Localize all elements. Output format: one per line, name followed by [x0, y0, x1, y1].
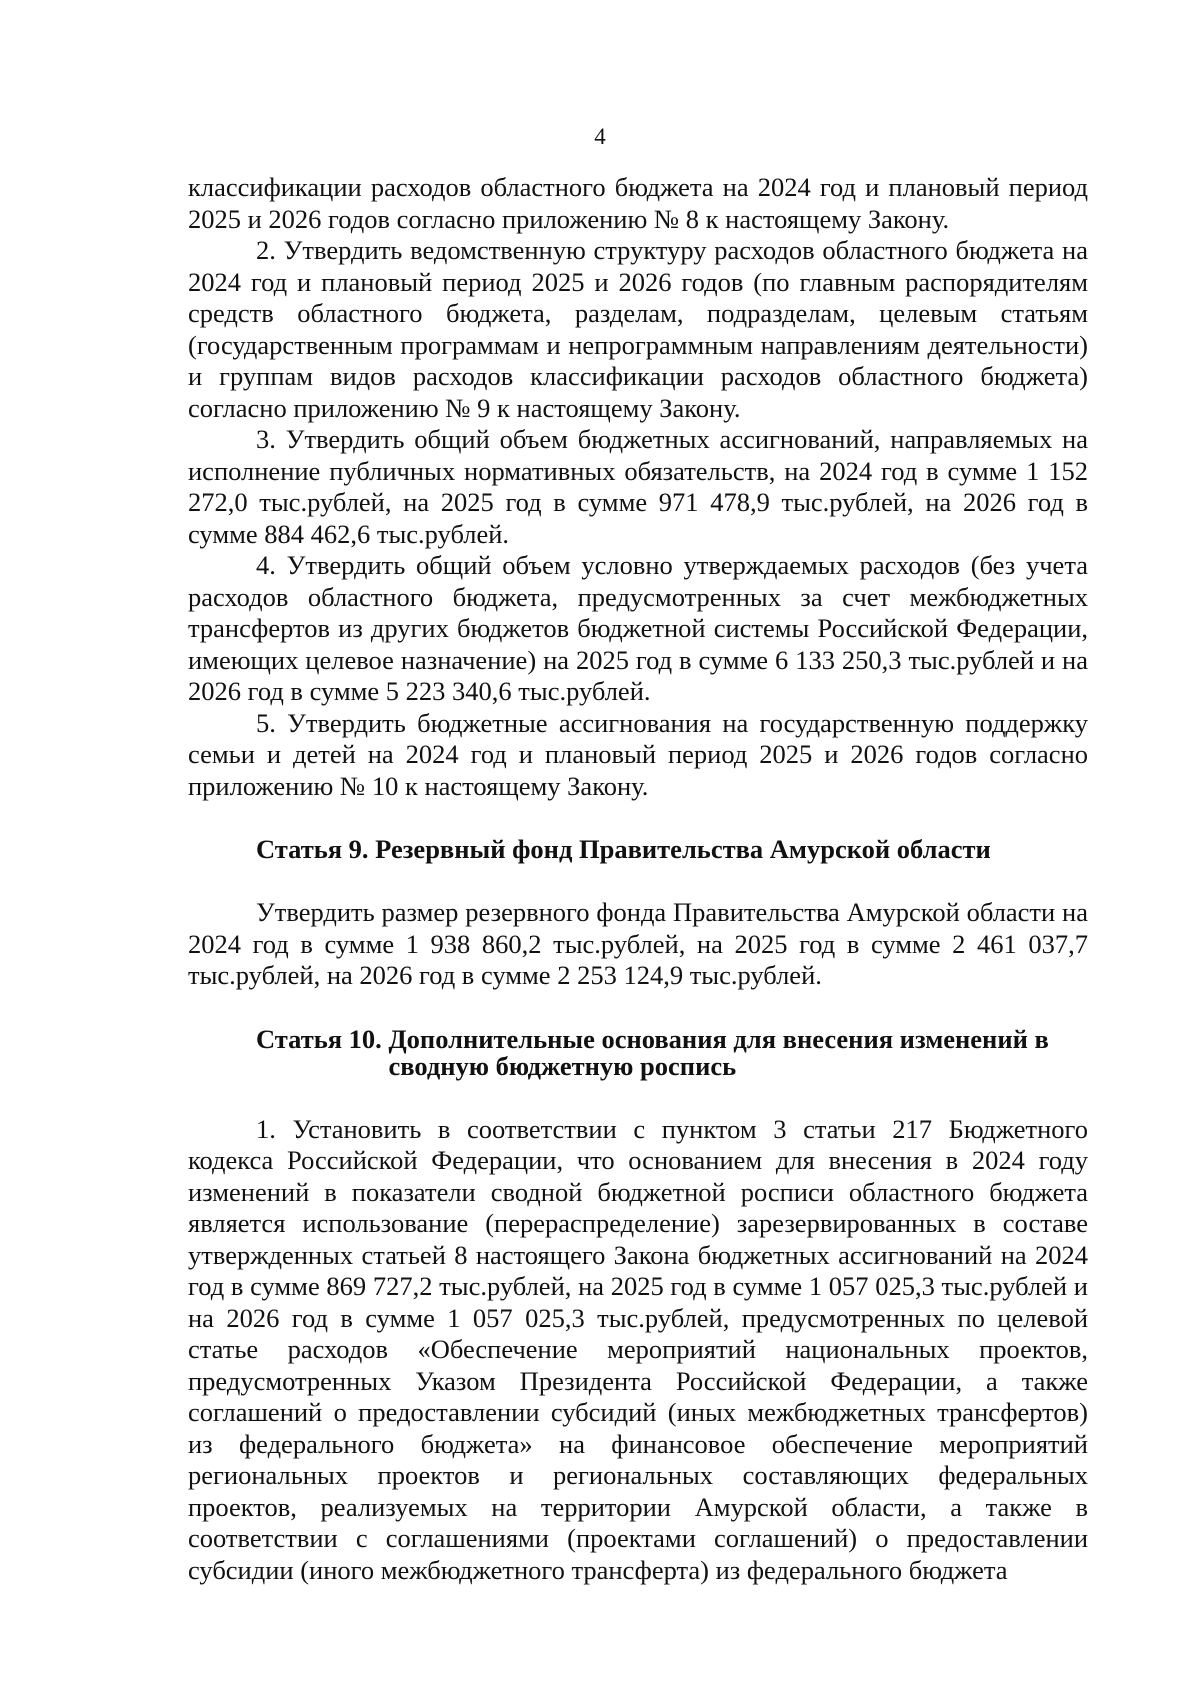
article-10-heading [188, 1023, 1088, 1081]
article-10-heading-label: Статья 10. [256, 1023, 389, 1054]
article-10-heading-text: Дополнительные основания для внесения изменений в сводную бюджетную роспись [388, 1023, 1049, 1081]
paragraph-item-5: 5. Утвердить бюджетные ассигнования на государственную поддержку семьи и детей на 2024 год и плановый период 2025 и 2026 годов согласно приложению № 10 к настоящему Закону. [188, 707, 1088, 801]
article-9-heading: Статья 9. Резервный фонд Правительства Амурской области [256, 834, 991, 864]
article-9-text: Утвердить размер резервного фонда Правительства Амурской области на 2024 год в сумме 1 938 860,2 тыс.рублей, на 2025 год в сумме 2 461 037,7 тыс.рублей, на 2026 год в сумме 2 253 124,9 тыс.рублей. [188, 897, 1088, 990]
paragraph-item-3: 3. Утвердить общий объем бюджетных ассигнований, направляемых на исполнение публичных нормативных обязательств, на 2024 год в сумме 1 152 272,0 тыс.рублей, на 2025 год в сумме 971 478,9 тыс.рублей, на 2026 год в сумме 884 462,6 тыс.рублей. [188, 424, 1088, 549]
paragraph-continuation: классификации расходов областного бюджета на 2024 год и плановый период 2025 и 2026 годов согласно приложению № 8 к настоящему Закону. [188, 172, 1088, 234]
paragraph-item-2: 2. Утвердить ведомственную структуру расходов областного бюджета на 2024 год и плановый период 2025 и 2026 годов (по главным распорядителям средств областного бюджета, разделам, подразделам, целевым статьям (государственным программам и непрограммным направлениям деятельности) и группам видов расходов классификации расходов областного бюджета) согласно приложению № 9 к настоящему Закону. [188, 235, 1088, 423]
document-body [188, 172, 1088, 1586]
page-number: 4 [594, 124, 606, 149]
article-10-item-1: 1. Установить в соответствии с пунктом 3 статьи 217 Бюджетного кодекса Российской Федерации, что основанием для внесения в 2024 году изменений в показатели сводной бюджетной росписи областного бюджета является использование (перераспределение) зарезервированных в составе утвержденных статьей 8 настоящего Закона бюджетных ассигнований на 2024 год в сумме 869 727,2 тыс.рублей, на 2025 год в сумме 1 057 025,3 тыс.рублей и на 2026 год в сумме 1 057 025,3 тыс.рублей, предусмотренных по целевой статье расходов «Обеспечение мероприятий национальных проектов, предусмотренных Указом Президента Российской Федерации, а также соглашений о предоставлении субсидий (иных межбюджетных трансфертов) из федерального бюджета» на финансовое обеспечение мероприятий региональных проектов и региональных составляющих федеральных проектов, реализуемых на территории Амурской области, а также в соответствии с соглашениями (проектами соглашений) о предоставлении субсидии (иного межбюджетного трансферта) из федерального бюджета [188, 1113, 1088, 1585]
paragraph-item-4: 4. Утвердить общий объем условно утверждаемых расходов (без учета расходов областного бюджета, предусмотренных за счет межбюджетных трансфертов из других бюджетов бюджетной системы Российской Федерации, имеющих целевое назначение) на 2025 год в сумме 6 133 250,3 тыс.рублей и на 2026 год в сумме 5 223 340,6 тыс.рублей. [188, 550, 1088, 706]
